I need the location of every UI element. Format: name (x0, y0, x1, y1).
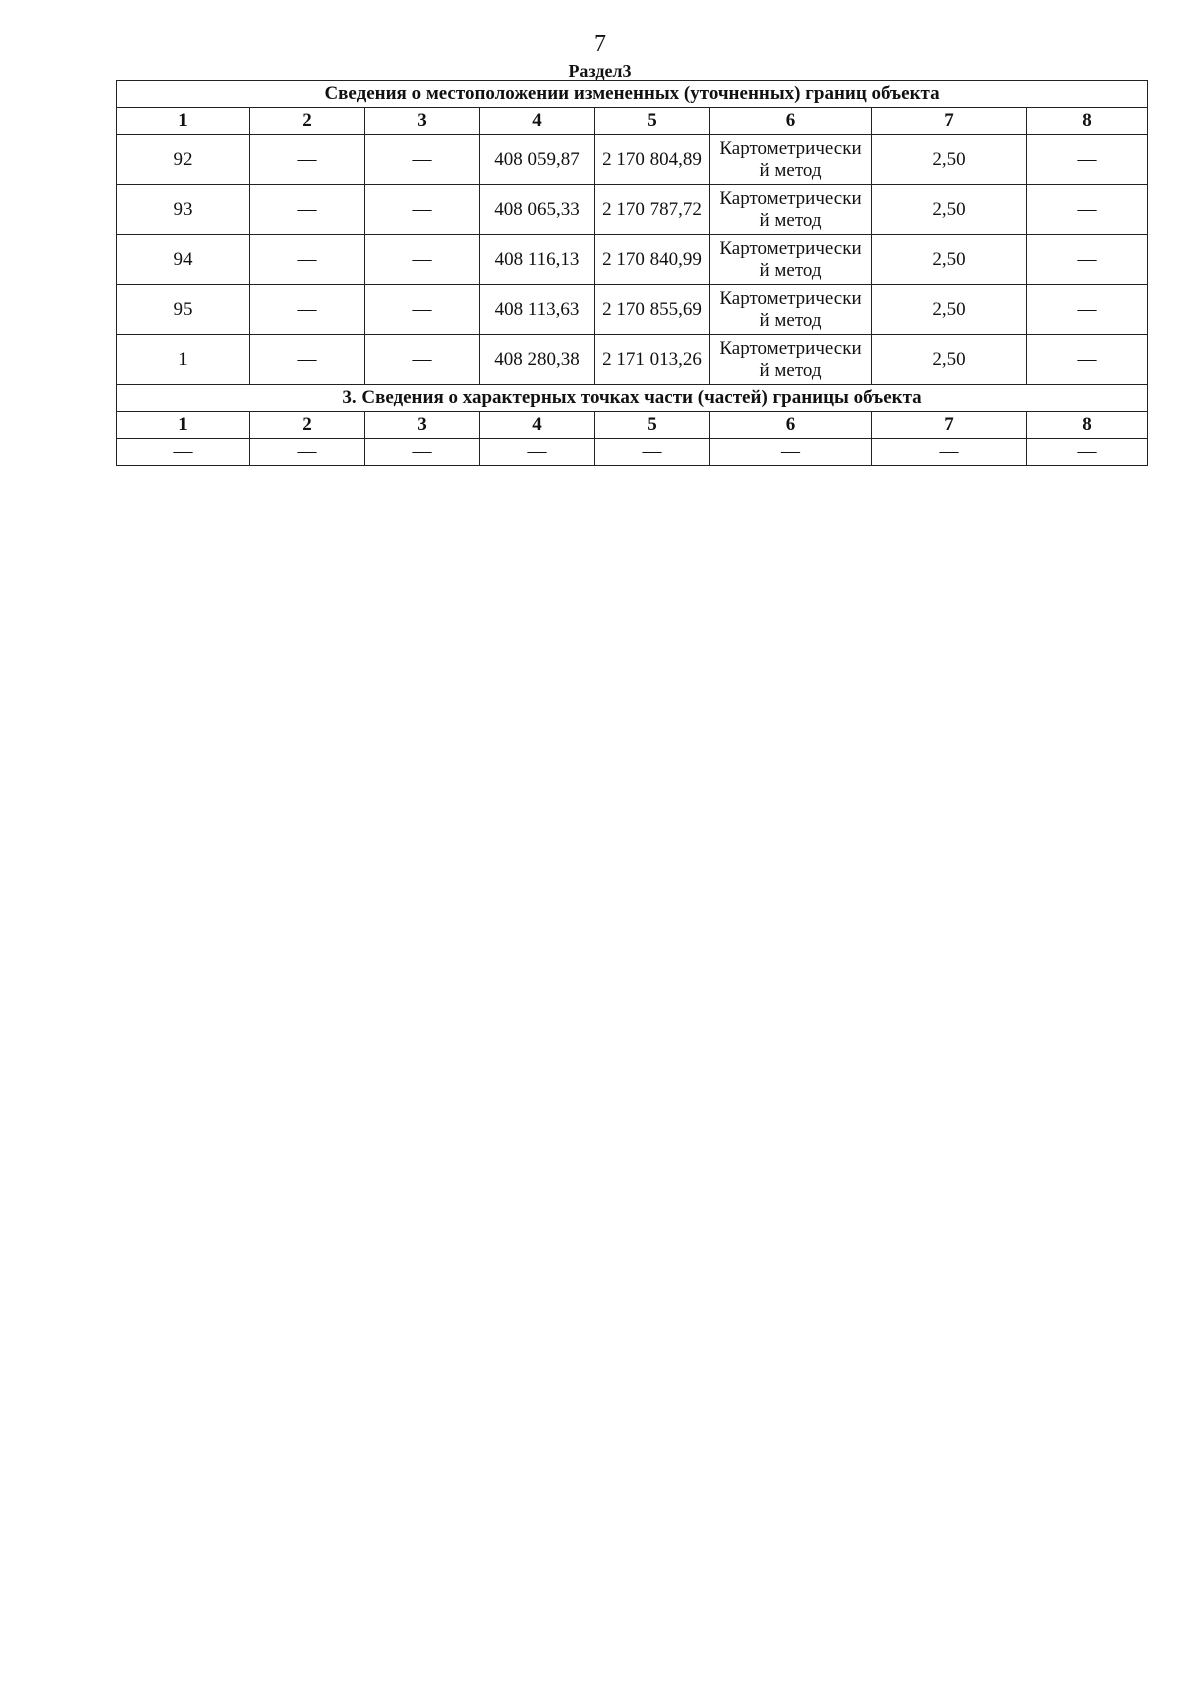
table-cell: — (1027, 285, 1148, 335)
table-cell: — (872, 439, 1027, 466)
method-line: Картометрически (719, 337, 862, 359)
table-cell: 2,50 (872, 235, 1027, 285)
table-cell: — (1027, 185, 1148, 235)
table-section-title: Сведения о местоположении измененных (уточненных) границ объекта (117, 81, 1148, 108)
section-title: Раздел3 (568, 61, 632, 81)
table-cell: 408 113,63 (480, 285, 595, 335)
page-number: 7 (594, 31, 606, 57)
table-cell: 92 (117, 135, 250, 185)
method-line: Картометрически (719, 137, 862, 159)
table-cell: — (480, 439, 595, 466)
column-number-cell: 3 (365, 412, 480, 439)
column-number-cell: 1 (117, 108, 250, 135)
method-cell (710, 335, 872, 385)
table-cell: — (1027, 235, 1148, 285)
column-number-row (117, 108, 1148, 135)
method-line: й метод (759, 309, 822, 331)
table-cell: 408 116,13 (480, 235, 595, 285)
method-line: й метод (759, 209, 822, 231)
table-cell: — (250, 235, 365, 285)
table-cell: 2,50 (872, 335, 1027, 385)
column-number-cell: 8 (1027, 108, 1148, 135)
table-cell: — (250, 285, 365, 335)
table-cell: — (595, 439, 710, 466)
column-number-cell: 2 (250, 412, 365, 439)
table-cell: 2 170 804,89 (595, 135, 710, 185)
column-number-row (117, 412, 1148, 439)
column-number-cell: 6 (710, 412, 872, 439)
table-cell: 408 280,38 (480, 335, 595, 385)
table-cell: — (1027, 439, 1148, 466)
table-cell: 2,50 (872, 135, 1027, 185)
column-number-cell: 1 (117, 412, 250, 439)
method-line: Картометрически (719, 287, 862, 309)
table-section-title: 3. Сведения о характерных точках части (частей) границы объекта (117, 385, 1148, 412)
table-row (117, 235, 1148, 285)
table-cell: — (365, 285, 480, 335)
table-cell: — (117, 439, 250, 466)
table2-title-row (117, 385, 1148, 412)
table-cell: 2 170 787,72 (595, 185, 710, 235)
column-number-cell: 8 (1027, 412, 1148, 439)
table-cell: — (710, 439, 872, 466)
table-cell: — (365, 135, 480, 185)
column-number-cell: 4 (480, 108, 595, 135)
table-cell: 2,50 (872, 285, 1027, 335)
table-cell: 2 170 855,69 (595, 285, 710, 335)
method-line: Картометрически (719, 237, 862, 259)
column-number-cell: 5 (595, 108, 710, 135)
column-number-cell: 6 (710, 108, 872, 135)
table-cell: — (250, 135, 365, 185)
table-cell: 408 059,87 (480, 135, 595, 185)
method-line: й метод (759, 159, 822, 181)
table-cell: 408 065,33 (480, 185, 595, 235)
table-row (117, 439, 1148, 466)
column-number-cell: 4 (480, 412, 595, 439)
table-cell: — (1027, 135, 1148, 185)
table-cell: — (365, 439, 480, 466)
method-line: й метод (759, 359, 822, 381)
method-cell (710, 285, 872, 335)
table1-title-row (117, 81, 1148, 108)
table-row (117, 185, 1148, 235)
column-number-cell: 3 (365, 108, 480, 135)
coordinates-table (116, 80, 1148, 466)
table-row (117, 135, 1148, 185)
table-cell: — (365, 335, 480, 385)
method-line: Картометрически (719, 187, 862, 209)
table-cell: — (365, 185, 480, 235)
column-number-cell: 7 (872, 412, 1027, 439)
table-cell: 2,50 (872, 185, 1027, 235)
table-cell: 2 171 013,26 (595, 335, 710, 385)
table-row (117, 335, 1148, 385)
method-cell (710, 135, 872, 185)
column-number-cell: 5 (595, 412, 710, 439)
table-cell: 1 (117, 335, 250, 385)
method-line: й метод (759, 259, 822, 281)
method-cell (710, 185, 872, 235)
column-number-cell: 2 (250, 108, 365, 135)
table-cell: — (250, 185, 365, 235)
table-cell: — (250, 335, 365, 385)
table-cell: 2 170 840,99 (595, 235, 710, 285)
table-cell: — (365, 235, 480, 285)
column-number-cell: 7 (872, 108, 1027, 135)
table-cell: — (1027, 335, 1148, 385)
method-cell (710, 235, 872, 285)
table-cell: 94 (117, 235, 250, 285)
table-cell: 95 (117, 285, 250, 335)
table-row (117, 285, 1148, 335)
table-cell: 93 (117, 185, 250, 235)
table-cell: — (250, 439, 365, 466)
